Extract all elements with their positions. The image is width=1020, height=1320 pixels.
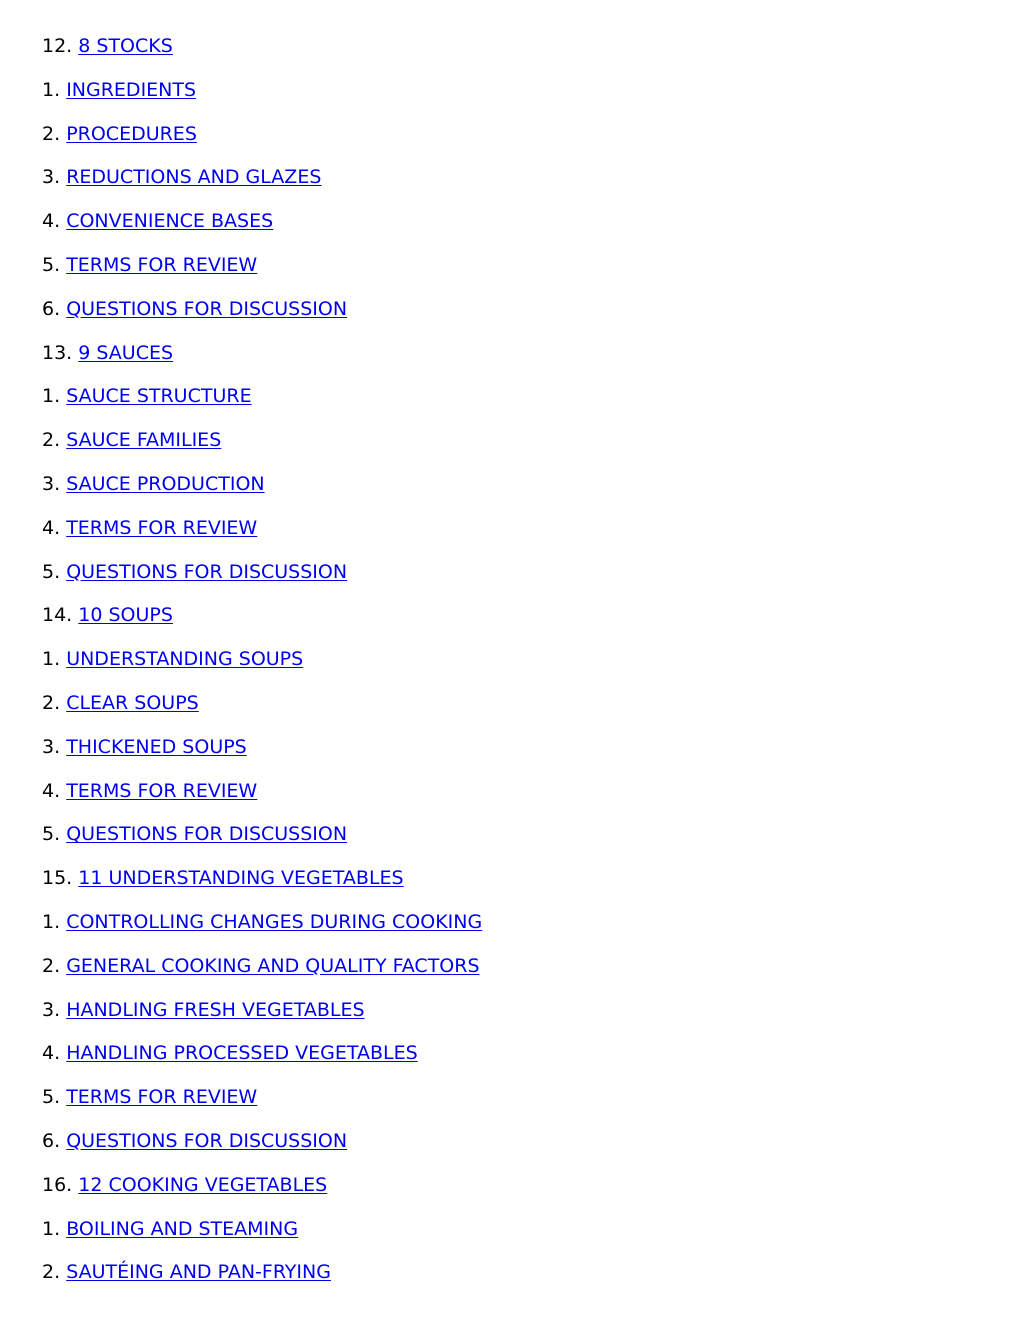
list-item-number: 3. [42,166,61,189]
toc-link[interactable]: 9 SAUCES [78,341,174,364]
list-item-number: 1. [42,910,61,933]
list-item-number: 4. [42,1042,61,1065]
list-item [42,337,482,381]
toc-link[interactable]: SAUCE PRODUCTION [66,472,265,495]
list-item [42,1213,482,1257]
list-item [42,468,482,512]
list-item [42,862,482,906]
toc-link[interactable]: 12 COOKING VEGETABLES [78,1173,328,1196]
list-item-number: 13. [42,341,73,364]
list-item [42,293,482,337]
list-item-number: 1. [42,78,61,101]
list-item [42,775,482,819]
list-item [42,643,482,687]
toc-link[interactable]: UNDERSTANDING SOUPS [66,648,304,671]
list-item-number: 2. [42,429,61,452]
list-item [42,1037,482,1081]
list-item [42,1125,482,1169]
list-item [42,205,482,249]
toc-link[interactable]: CLEAR SOUPS [66,691,199,714]
list-item [42,380,482,424]
list-item-number: 1. [42,385,61,408]
list-item-number: 15. [42,867,73,890]
list-item-number: 3. [42,472,61,495]
list-item-number: 2. [42,1261,61,1284]
toc-link[interactable]: BOILING AND STEAMING [66,1217,299,1240]
toc-link[interactable]: THICKENED SOUPS [66,735,247,758]
list-item [42,1256,482,1300]
list-item-number: 12. [42,35,73,57]
list-item [42,950,482,994]
list-item [42,424,482,468]
list-item [42,906,482,950]
list-item [42,599,482,643]
list-item-number: 5. [42,823,61,846]
toc-link[interactable]: SAUCE FAMILIES [66,429,222,452]
list-item-number: 1. [42,648,61,671]
list-item-number: 6. [42,1129,61,1152]
list-item-number: 4. [42,779,61,802]
list-item [42,30,482,74]
toc-link[interactable]: SAUCE STRUCTURE [66,385,252,408]
list-item [42,994,482,1038]
table-of-contents [42,30,482,1300]
toc-link[interactable]: 10 SOUPS [78,604,173,627]
list-item-number: 5. [42,1086,61,1109]
list-item-number: 2. [42,122,61,145]
list-item-number: 14. [42,604,73,627]
list-item [42,249,482,293]
toc-link[interactable]: TERMS FOR REVIEW [66,253,258,276]
list-item-number: 6. [42,297,61,320]
toc-link[interactable]: TERMS FOR REVIEW [66,1086,258,1109]
toc-link[interactable]: QUESTIONS FOR DISCUSSION [66,560,348,583]
toc-link[interactable]: 8 STOCKS [78,35,173,57]
list-item [42,74,482,118]
list-item-number: 4. [42,516,61,539]
toc-link[interactable]: TERMS FOR REVIEW [66,516,258,539]
list-item-number: 2. [42,691,61,714]
list-item [42,512,482,556]
toc-link[interactable]: TERMS FOR REVIEW [66,779,258,802]
toc-link[interactable]: QUESTIONS FOR DISCUSSION [66,297,348,320]
toc-link[interactable]: HANDLING PROCESSED VEGETABLES [66,1042,418,1065]
list-item-number: 2. [42,954,61,977]
toc-link[interactable]: HANDLING FRESH VEGETABLES [66,998,365,1021]
list-item-number: 3. [42,735,61,758]
toc-link[interactable]: 11 UNDERSTANDING VEGETABLES [78,867,404,890]
list-item [42,118,482,162]
list-item-number: 5. [42,560,61,583]
list-item-number: 3. [42,998,61,1021]
list-item-number: 16. [42,1173,73,1196]
toc-link[interactable]: REDUCTIONS AND GLAZES [66,166,322,189]
list-item [42,556,482,600]
list-item [42,731,482,775]
list-item-number: 5. [42,253,61,276]
toc-link[interactable]: INGREDIENTS [66,78,197,101]
list-item-number: 4. [42,210,61,233]
list-item [42,818,482,862]
list-item [42,1169,482,1213]
toc-link[interactable]: QUESTIONS FOR DISCUSSION [66,823,348,846]
toc-link[interactable]: GENERAL COOKING AND QUALITY FACTORS [66,954,480,977]
toc-link[interactable]: QUESTIONS FOR DISCUSSION [66,1129,348,1152]
toc-link[interactable]: PROCEDURES [66,122,197,145]
toc-link[interactable]: CONTROLLING CHANGES DURING COOKING [66,910,483,933]
list-item [42,161,482,205]
list-item-number: 1. [42,1217,61,1240]
list-item [42,1081,482,1125]
toc-link[interactable]: CONVENIENCE BASES [66,210,274,233]
list-item [42,687,482,731]
toc-link[interactable]: SAUTÉING AND PAN-FRYING [66,1261,331,1284]
